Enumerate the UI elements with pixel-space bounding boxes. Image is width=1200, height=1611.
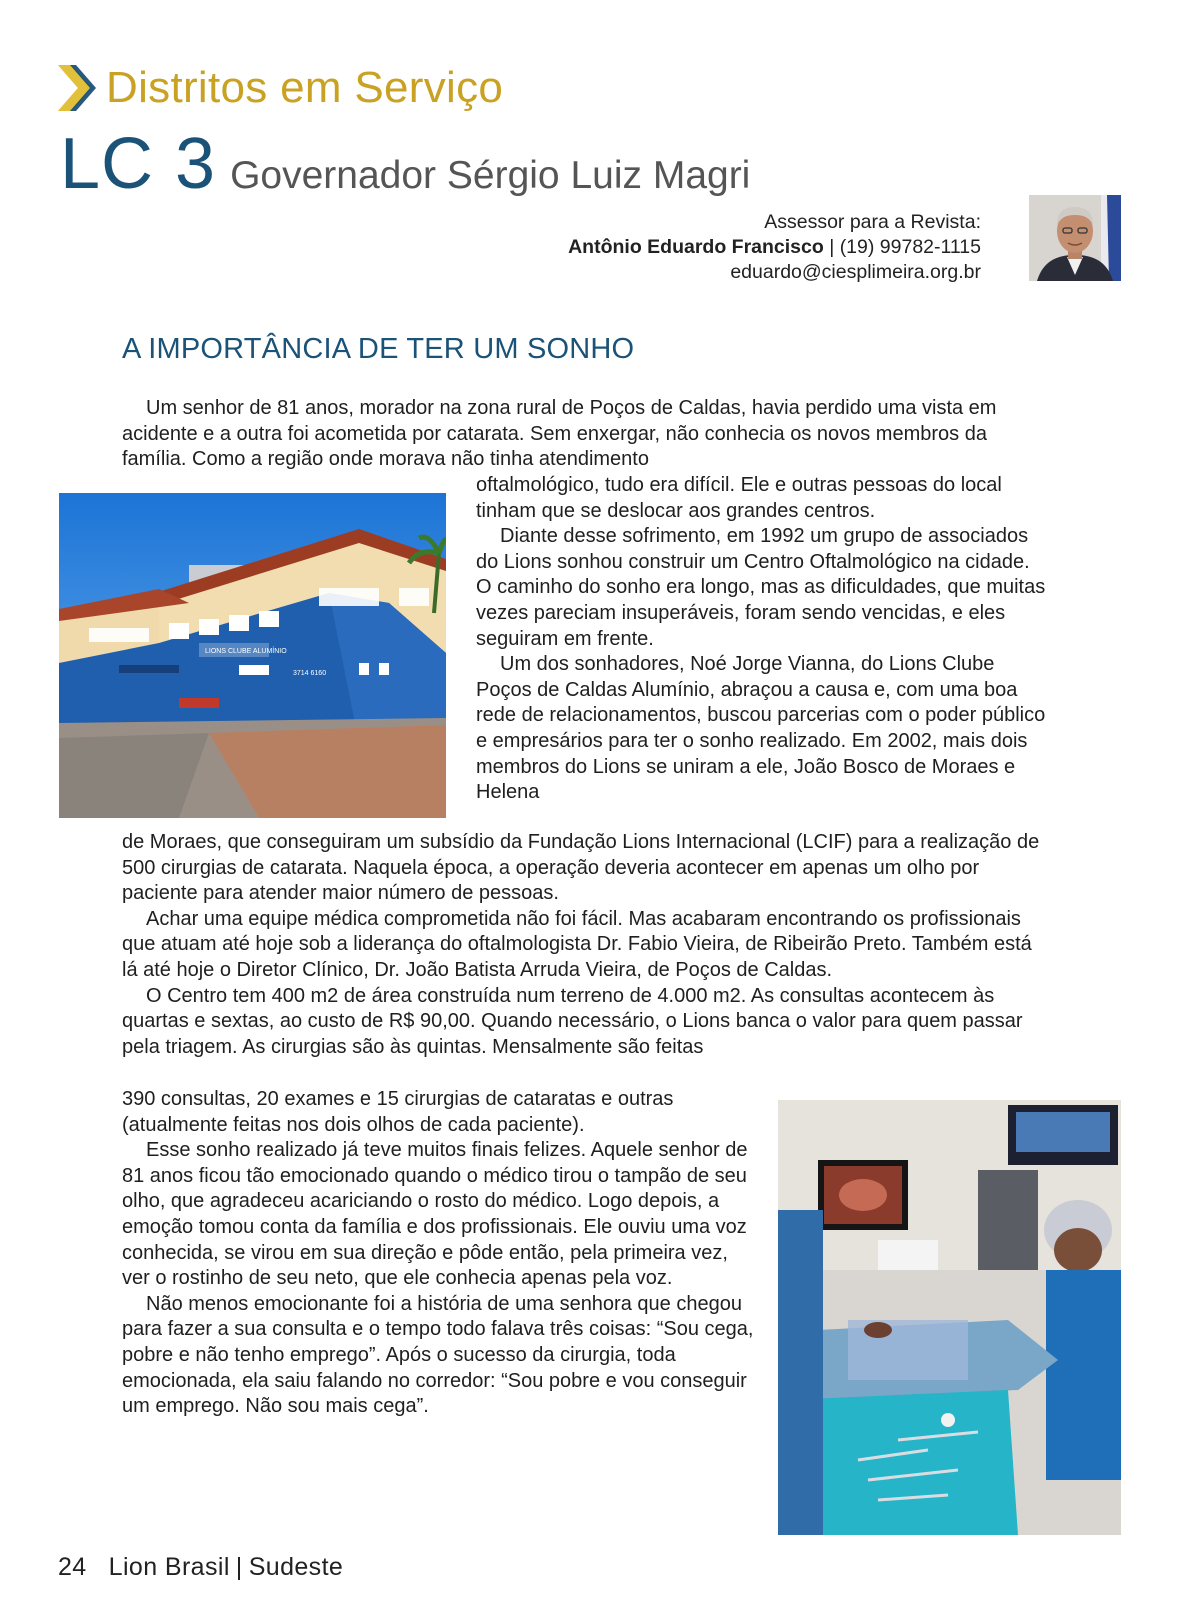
article-text: 390 consultas, 20 exames e 15 cirurgias de cataratas e outras (atualmente feitas nos dois olhos de cada paciente). xyxy=(122,1088,674,1136)
page-footer: 24 Lion Brasil | Sudeste xyxy=(58,1553,344,1581)
section-header xyxy=(58,58,503,118)
chevron-right-icon xyxy=(58,65,98,111)
building-sign: LIONS CLUBE ALUMÍNIO xyxy=(205,648,287,655)
advisor-separator: | xyxy=(823,236,840,258)
advisor-label: Assessor para a Revista: xyxy=(764,211,981,233)
article-text: Um senhor de 81 anos, morador na zona rural de Poços de Caldas, havia perdido uma vista em acidente e a outra foi acometida por catarata. Sem enxergar, não conhecia os novos membros da família. Como a região onde morava não tinha atendimento xyxy=(122,397,997,471)
magazine-region: Sudeste xyxy=(248,1553,344,1581)
advisor-contact xyxy=(568,235,981,260)
article-column-right xyxy=(476,473,1046,806)
page-number: 24 xyxy=(58,1553,87,1581)
article-text: Não menos emocionante foi a história de uma senhora que chegou para fazer a sua consulta e o tempo todo falava três coisas: “Sou cega, pobre e não tenho emprego”. Após o sucesso da cirurgia, toda emocionada, ela saiu falando no corredor: “Sou pobre e vou conseguir um emprego. Não sou mais cega”. xyxy=(122,1292,754,1418)
article-text: O Centro tem 400 m2 de área construída num terreno de 4.000 m2. As consultas acontecem às quartas e sextas, ao custo de R$ 90,00. Quando necessário, o Lions banca o valor para quem passar pela triagem. As cirurgias são às quintas. Mensalmente são feitas xyxy=(122,984,1023,1058)
magazine-name: Lion Brasil xyxy=(108,1553,230,1581)
photo-eye-center-building xyxy=(59,493,446,818)
district-heading xyxy=(60,124,751,204)
article-text: oftalmológico, tudo era difícil. Ele e outras pessoas do local tinham que se deslocar aos grandes centros. xyxy=(476,474,1002,522)
article-paragraph xyxy=(122,396,1042,473)
advisor-info xyxy=(568,210,981,285)
building-phone: 3714 6160 xyxy=(293,670,327,677)
photo-cataract-surgery xyxy=(778,1100,1121,1535)
advisor-email: eduardo@ciesplimeira.org.br xyxy=(730,261,981,283)
advisor-portrait xyxy=(1029,195,1121,281)
article-text: Esse sonho realizado já teve muitos finais felizes. Aquele senhor de 81 anos ficou tão emocionado quando o médico tirou o tampão de seu olho, que agradeceu acariciando o rosto do médico. Logo depois, a emoção tomou conta da família e dos profissionais. Ele ouviu uma voz conhecida, se virou em sua direção e pôde então, pela primeira vez, ver o rostinho de seu neto, que ele conhecia apenas pela voz. xyxy=(122,1139,748,1290)
article-paragraph xyxy=(122,830,1050,1060)
article-text: Um dos sonhadores, Noé Jorge Vianna, do Lions Clube Poços de Caldas Alumínio, abraçou a causa e, com uma boa rede de relacionamentos, buscou parcerias com o poder público e empresários para ter o sonho realizado. Em 2002, mais dois membros do Lions se uniram a ele, João Bosco de Moraes e Helena xyxy=(476,653,1046,804)
advisor-phone: (19) 99782-1115 xyxy=(839,236,981,258)
article-text: de Moraes, que conseguiram um subsídio da Fundação Lions Internacional (LCIF) para a realização de 500 cirurgias de catarata. Naquela época, a operação deveria acontecer em apenas um olho por paciente para atender maior número de pessoas. xyxy=(122,831,1040,905)
article-title: A IMPORTÂNCIA DE TER UM SONHO xyxy=(122,333,635,365)
advisor-name: Antônio Eduardo Francisco xyxy=(568,236,824,258)
article-text: Achar uma equipe médica comprometida não foi fácil. Mas acabaram encontrando os profissionais que atuam até hoje sob a liderança do oftalmologista Dr. Fabio Vieira, de Ribeirão Preto. Também está lá até hoje o Diretor Clínico, Dr. João Batista Arruda Vieira, de Poços de Caldas. xyxy=(122,907,1032,981)
article-text: Diante desse sofrimento, em 1992 um grupo de associados do Lions sonhou construir um Centro Oftalmológico na cidade. O caminho do sonho era longo, mas as dificuldades, que muitas vezes pareciam insuperáveis, foram sendo vencidas, e eles seguiram em frente. xyxy=(476,525,1046,650)
governor-name: Governador Sérgio Luiz Magri xyxy=(230,154,751,197)
district-code: LC 3 xyxy=(60,124,217,204)
section-title: Distritos em Serviço xyxy=(106,63,504,112)
article-column-left xyxy=(122,1087,754,1420)
